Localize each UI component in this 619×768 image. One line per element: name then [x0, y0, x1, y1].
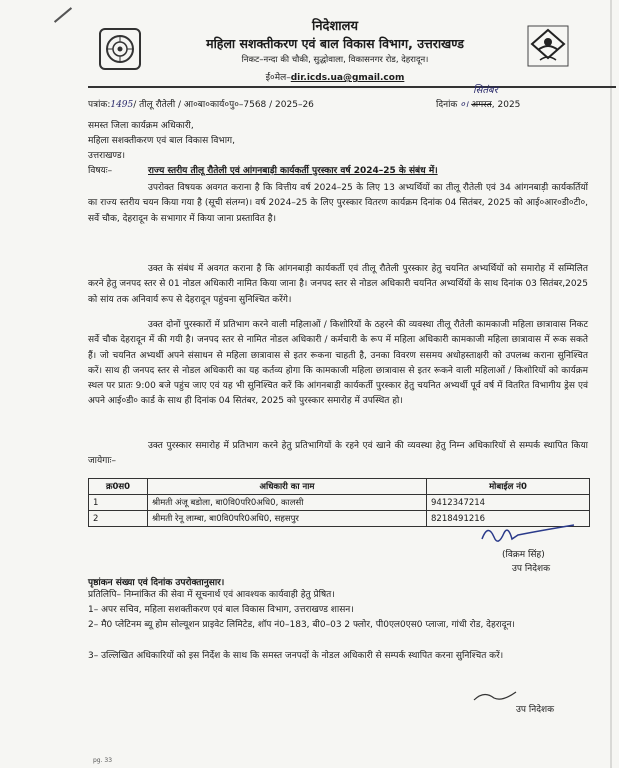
- recipient-line: समस्त जिला कार्यक्रम अधिकारी,: [88, 121, 194, 131]
- state-emblem-logo: [99, 28, 141, 70]
- table-row: [89, 495, 590, 511]
- email-address: dir.icds.ua@gmail.com: [290, 73, 405, 83]
- table-cell: 8218491216: [427, 511, 590, 527]
- column-header: अधिकारी का नाम: [148, 479, 427, 495]
- table-cell: श्रीमती अंजू बडोला, बा0वि0परि0अधि0, कालसी: [148, 495, 427, 511]
- body-paragraph: उक्त दोनों पुरस्कारों में प्रतिभाग करने वाली महिलाओं / किशोरियों के ठहरने की व्यवस्था तीलू रौतेली कामकाजी महिला छात्रावास निकट सर्वे चौक देहरादून में की गयी है। जनपद स्तर से नामित नोडल अधिकारी / कर्मचारी के रूप में महिला अधिकारी कामकाजी महिला छात्रावास में रूक सकते हैं। जो चयनित अभ्यर्थी अपने संसाधन से महिला छात्रावास से इतर रूकना चाहती है, उनका विवरण ससमय अधोहस्ताक्षरी को उपलब्ध कराना सुनिश्चित करें। साथ ही जनपद स्तर से नोडल अधिकारी का यह कर्तव्य होगा कि कामकाजी महिला छात्रावास से इतर रूकने वाली महिलाओं / किशोरियों को कार्यक्रम स्थल पर प्रातः 9:00 बजे पहुंच जाए एवं यह भी सुनिश्चित करें कि आंगनबाड़ी कार्यकर्ती पुरस्कार हेतु चयनित अभ्यर्थी पूर्व वर्ष में वितरित विभागीय ड्रेस एवं अपने आई०डी० कार्ड के साथ ही दिनांक 04 सितंबर, 2025 को पुरस्कार समारोह में उपस्थित हो।: [88, 320, 588, 407]
- table-cell: 2: [89, 511, 148, 527]
- letter-date: [436, 97, 520, 110]
- date-day: ०।: [460, 100, 469, 110]
- copy-to-intro: प्रतिलिपि– निम्नांकित की सेवा में सूचनार्थ एवं आवश्यक कार्यवाही हेतु प्रेषित।: [88, 590, 335, 600]
- recipient-line: उत्तराखण्ड।: [88, 151, 126, 161]
- copy-to-item: 3– उल्लिखित अधिकारियों को इस निर्देश के साथ कि समस्त जनपदों के नोडल अधिकारी से सम्पर्क स्थापित करना सुनिश्चित करें।: [88, 651, 504, 661]
- email-label: ई०मेल–: [265, 73, 291, 83]
- ref-number: 1495: [110, 100, 134, 110]
- department-email: [150, 70, 520, 83]
- subject-label: विषयः–: [88, 166, 113, 176]
- letter-reference: [88, 97, 314, 110]
- date-month-struck: अगस्त: [471, 100, 492, 110]
- scan-edge: [610, 0, 612, 768]
- date-month-handwritten: सितंबर: [473, 85, 498, 96]
- contact-officers-table: [88, 478, 590, 527]
- header-rule: [88, 86, 616, 88]
- body-paragraph: उक्त के संबंध में अवगत कराना है कि आंगनबाड़ी कार्यकर्ती एवं तीलू रौतेली पुरस्कार हेतु चयनित अभ्यर्थियों को समारोह में सम्मिलित करने हेतु जनपद स्तर से 01 नोडल अधिकारी नामित किया जाना है। जनपद स्तर से नोडल अधिकारी चयनित अभ्यर्थियों के साथ दिनांक 03 सितंबर,2025 को सांय तक अनिवार्य रूप से देहरादून पहुंचना सुनिश्चित करेंगे।: [88, 264, 588, 305]
- endorsement-signatory-designation: उप निदेशक: [516, 705, 555, 715]
- copy-to-item: 2– मै0 प्लेटिनम ब्यू होम सोल्यूशन प्राइवेट लिमिटेड, शॉप नं0–183, बी0–03 2 फ्लोर, पी0एल0एस0 प्लाजा, गांधी रोड, देहरादून।: [88, 620, 515, 630]
- ref-prefix: पत्रांक:: [88, 100, 111, 110]
- ref-rest: / तीलू रौतेली / आ०बा०कार्य०पु०–7568 / 2025–26: [133, 100, 314, 110]
- table-header-row: [89, 479, 590, 495]
- table-cell: 1: [89, 495, 148, 511]
- subject-text: राज्य स्तरीय तीलू रौतेली एवं आंगनबाड़ी कार्यकर्ती पुरस्कार वर्ष 2024–25 के संबंध में।: [148, 166, 438, 176]
- date-prefix: दिनांक: [436, 100, 458, 110]
- recipient-line: महिला सशक्तीकरण एवं बाल विकास विभाग,: [88, 136, 235, 146]
- department-name: महिला सशक्तीकरण एवं बाल विकास विभाग, उत्तराखण्ड: [206, 36, 464, 51]
- column-header: क्र0स0: [89, 479, 148, 495]
- column-header: मोबाईल नं0: [427, 479, 590, 495]
- endorsement-heading: पृष्ठांकन संख्या एवं दिनांक उपरोक्तानुसार।: [88, 578, 225, 588]
- body-paragraph: उपरोक्त विषयक अवगत कराना है कि वित्तीय वर्ष 2024–25 के लिए 13 अभ्यर्थियों का तीलू रौतेली एवं 34 आंगनबाड़ी कार्यकर्तियों का राज्य स्तरीय चयन किया गया है (सूची संलग्न)। वर्ष 2024–25 के लिए पुरस्कार वितरण कार्यक्रम दिनांक 04 सितंबर, 2025 को आई०आर०डी०टी०, सर्वे चौक, देहरादून के सभागार में किया जाना प्रस्तावित है।: [88, 183, 588, 224]
- body-paragraph: उक्त पुरस्कार समारोह में प्रतिभाग करने हेतु प्रतिभागियों के रहने एवं खाने की व्यवस्था हेतु निम्न अधिकारियों से सम्पर्क स्थापित किया जायेगाः–: [88, 441, 588, 467]
- page-number: pg. 33: [93, 757, 113, 764]
- signatory-designation: उप निदेशक: [512, 564, 551, 574]
- signatory-name: (विक्रम सिंह): [502, 550, 545, 560]
- date-year: , 2025: [491, 100, 521, 110]
- department-address: निकट–नन्दा की चौकी, सुद्धोवाला, विकासनगर रोड, देहरादून।: [241, 55, 429, 65]
- department-logo: [526, 24, 570, 68]
- directorate-title: निदेशालय: [311, 19, 359, 34]
- table-cell: श्रीमती रेनू लाम्बा, बा0वि0परि0अधि0, सहसपुर: [148, 511, 427, 527]
- copy-to-item: 1– अपर सचिव, महिला सशक्तीकरण एवं बाल विकास विभाग, उत्तराखण्ड शासन।: [88, 605, 354, 615]
- pen-mark: [54, 7, 72, 23]
- table-cell: 9412347214: [427, 495, 590, 511]
- second-signature-scrawl: [472, 688, 518, 708]
